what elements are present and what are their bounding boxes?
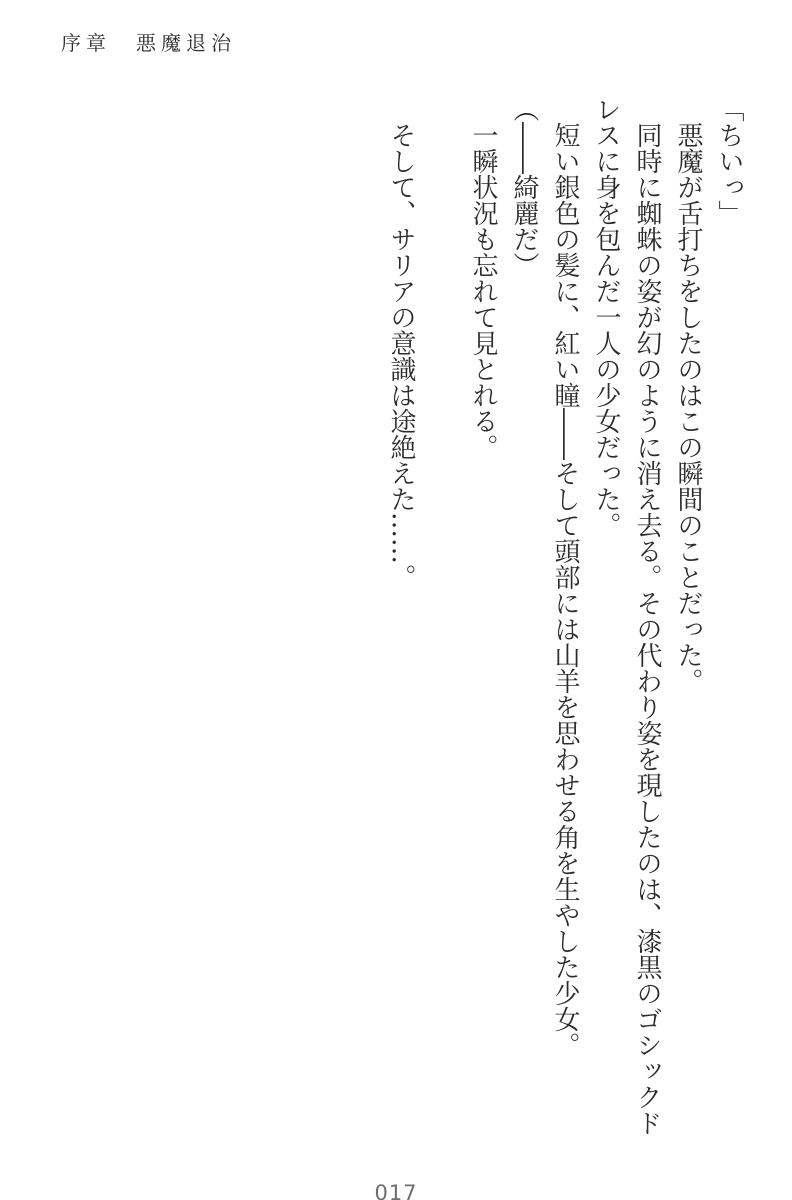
paragraph: 悪魔が舌打ちをしたのはこの瞬間のことだった。 xyxy=(673,122,703,694)
paragraph-dialogue: 「ちいっ」 xyxy=(714,96,744,226)
chapter-header: 序章 悪魔退治 xyxy=(61,31,236,55)
paragraph: そして、サリアの意識は途絶えた……。 xyxy=(386,122,416,590)
body-text xyxy=(380,96,749,1136)
page-number: 017 xyxy=(374,1181,418,1200)
paragraph: 短い銀色の髪に、紅い瞳――そして頭部には山羊を思わせる角を生やした少女。 xyxy=(550,122,580,1058)
paragraph: 一瞬状況も忘れて見とれる。 xyxy=(468,122,498,460)
paragraph: 同時に蜘蛛の姿が幻のように消え去る。その代わり姿を現したのは、漆黒のゴシックドレスに身を包んだ一人の少女だった。 xyxy=(591,96,662,1136)
blank-line xyxy=(421,96,462,1136)
paragraph-thought: （――綺麗だ） xyxy=(509,96,539,278)
